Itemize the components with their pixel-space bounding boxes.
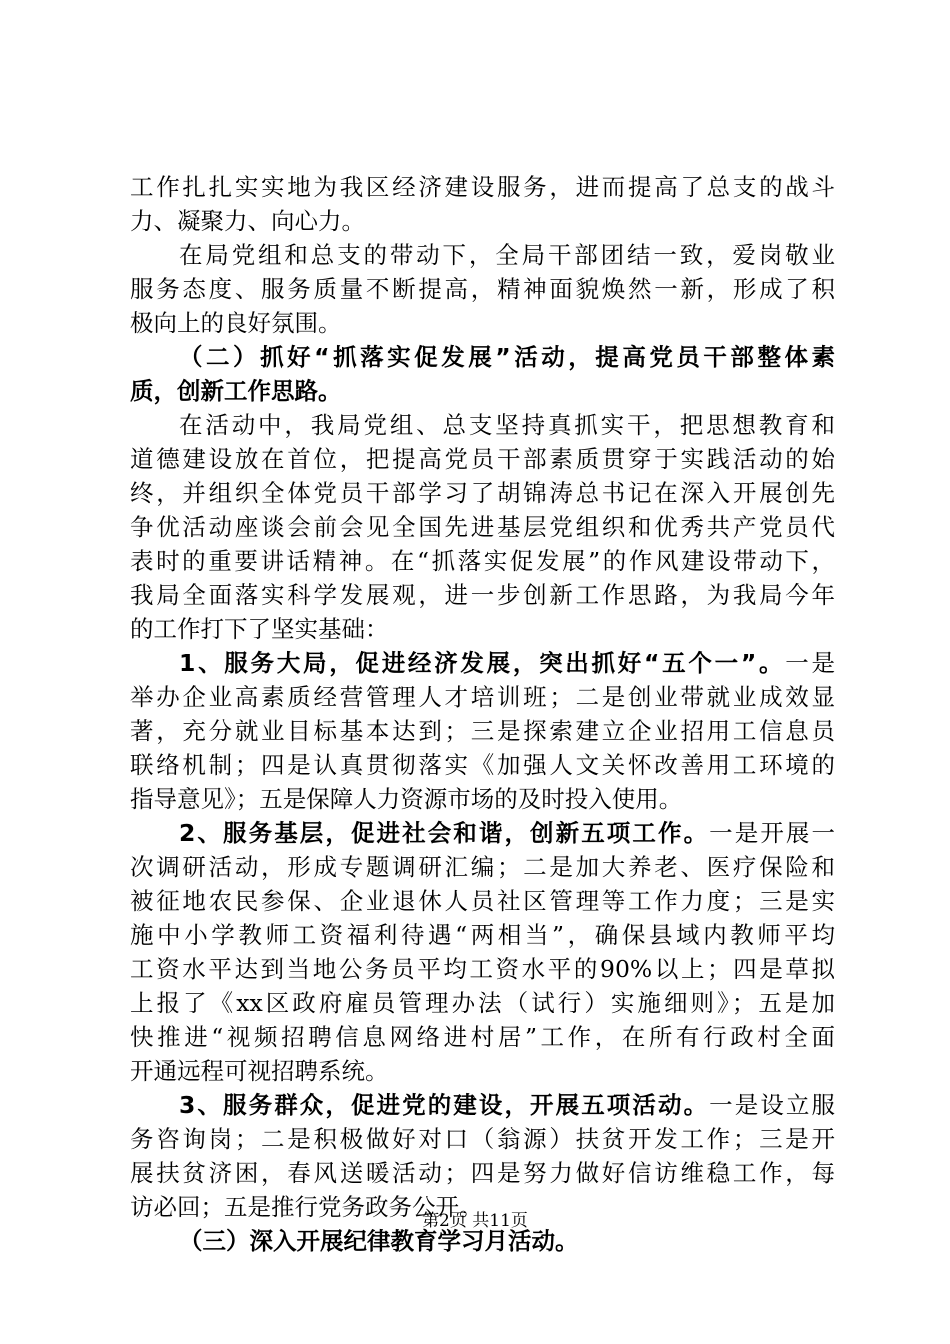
text-run: 一是设立服 (709, 1091, 835, 1119)
text-line: 上报了《xx区政府雇员管理办法（试行）实施细则》；五是加 (130, 989, 835, 1017)
text-line: 施中小学教师工资福利待遇“两相当”，确保县域内教师平均 (130, 921, 835, 949)
text-line: 快推进“视频招聘信息网络进村居”工作，在所有行政村全面 (130, 1023, 835, 1051)
section-heading: （二）抓好“抓落实促发展”活动，提高党员干部整体素 (179, 343, 835, 371)
page-number: 第2页 共11页 (422, 1211, 528, 1231)
text-line: 在局党组和总支的带动下，全局干部团结一致，爱岗敬业 (179, 241, 835, 269)
text-line: 指导意见》；五是保障人力资源市场的及时投入使用。 (130, 785, 683, 813)
text-line: 工作扎扎实实地为我区经济建设服务，进而提高了总支的战斗 (130, 173, 835, 201)
text-line: 道德建设放在首位，把提高党员干部素质贯穿于实践活动的始 (130, 445, 835, 473)
text-line: 工资水平达到当地公务员平均工资水平的90%以上；四是草拟 (130, 955, 835, 983)
text-line: 举办企业高素质经营管理人才培训班；二是创业带就业成效显 (130, 683, 835, 711)
text-line: 表时的重要讲话精神。在“抓落实促发展”的作风建设带动下， (130, 547, 835, 575)
list-item-lead: 2、服务基层，促进社会和谐，创新五项工作。 (179, 819, 710, 847)
text-line: 力、凝聚力、向心力。 (130, 207, 365, 235)
text-line: 著，充分就业目标基本达到；三是探索建立企业招用工信息员 (130, 717, 835, 745)
section-heading: 质，创新工作思路。 (130, 377, 342, 405)
page-footer (0, 1206, 950, 1231)
list-item-lead: 1、服务大局，促进经济发展，突出抓好“五个一”。 (179, 649, 786, 677)
list-item-lead-line (130, 1088, 835, 1122)
text-line: 终，并组织全体党员干部学习了胡锦涛总书记在深入开展创先 (130, 479, 835, 507)
text-line: 被征地农民参保、企业退休人员社区管理等工作力度；三是实 (130, 887, 835, 915)
text-line: 开通远程可视招聘系统。 (130, 1057, 389, 1085)
text-line: 展扶贫济困，春风送暖活动；四是努力做好信访维稳工作，每 (130, 1159, 835, 1187)
list-item-lead-line (130, 816, 835, 850)
text-line: 次调研活动，形成专题调研汇编；二是加大养老、医疗保险和 (130, 853, 835, 881)
section-heading: （三）深入开展纪律教育学习月活动。 (179, 1227, 579, 1255)
text-run: 一是 (785, 649, 835, 677)
list-item-lead: 3、服务群众，促进党的建设，开展五项活动。 (179, 1091, 710, 1119)
list-item-lead-line (130, 646, 835, 680)
text-line: 在活动中，我局党组、总支坚持真抓实干，把思想教育和 (179, 411, 835, 439)
text-line: 的工作打下了坚实基础： (130, 615, 389, 643)
text-line: 争优活动座谈会前会见全国先进基层党组织和优秀共产党员代 (130, 513, 835, 541)
text-line: 访必回；五是推行党务政务公开。 (130, 1193, 483, 1221)
text-line: 联络机制；四是认真贯彻落实《加强人文关怀改善用工环境的 (130, 751, 835, 779)
text-line: 务咨询岗；二是积极做好对口（翁源）扶贫开发工作；三是开 (130, 1125, 835, 1153)
text-line: 极向上的良好氛围。 (130, 309, 342, 337)
document-body (130, 170, 835, 1258)
text-line: 我局全面落实科学发展观，进一步创新工作思路，为我局今年 (130, 581, 835, 609)
text-run: 一是开展一 (709, 819, 835, 847)
text-line: 服务态度、服务质量不断提高，精神面貌焕然一新，形成了积 (130, 275, 835, 303)
